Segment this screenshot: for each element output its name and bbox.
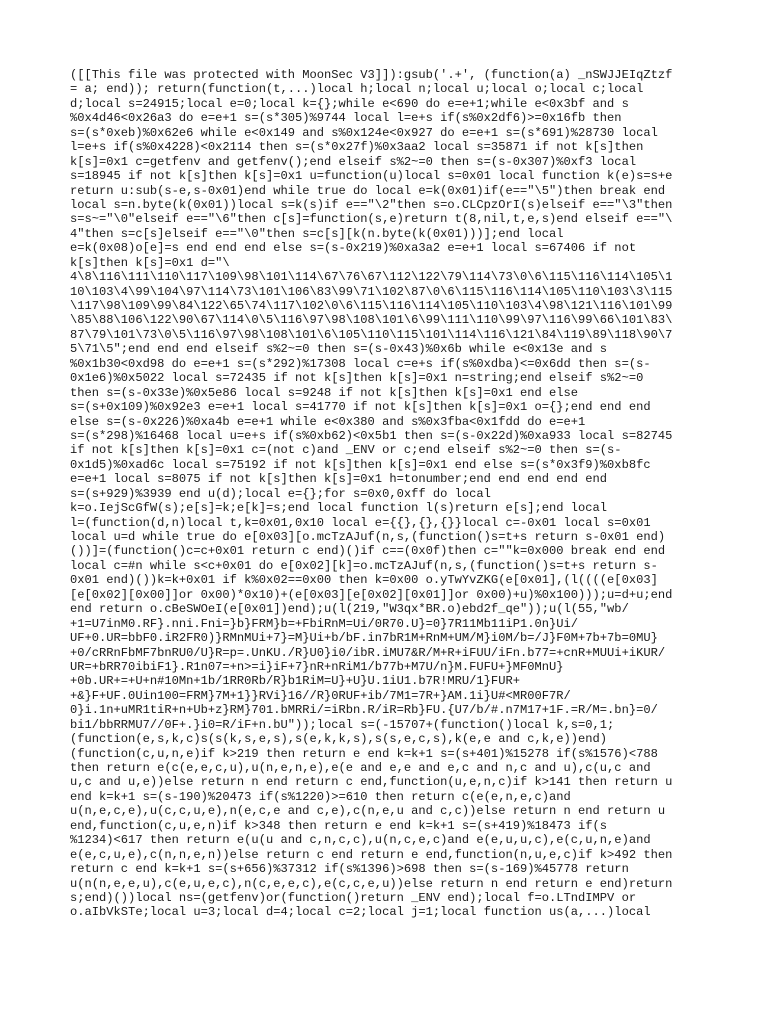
code-line: s=18945 if not k[s]then k[s]=0x1 u=function(u)local s=0x01 local function k(e)s=s+e bbox=[70, 169, 673, 184]
code-line: s=(s+0x109)%0x92e3 e=e+1 local s=41770 if not k[s]then k[s]=0x1 o={};end end end bbox=[70, 400, 651, 415]
code-line: +1=U7inM0.RF}.nni.Fni=}b}FRM}b=+FbiRnM=Ui/0R70.U}=0}7R11Mb11iP1.0n}Ui/ bbox=[70, 616, 579, 631]
code-line: k=o.IejScGfW(s);e[s]=k;e[k]=s;end local function l(s)return e[s];end local bbox=[70, 501, 608, 516]
code-line: 0x01 end)())k=k+0x01 if k%0x02==0x00 then k=0x00 o.yTwYvZKG(e[0x01],(l((((e[0x03] bbox=[70, 573, 658, 588]
code-line: s=(s+929)%3939 end u(d);local e={};for s=0x0,0xff do local bbox=[70, 486, 491, 501]
code-line: then return e(c(e,e,c,u),u(n,e,n,e),e(e and e,e and e,c and n,c and u),c(u,c and bbox=[70, 761, 651, 775]
code-line: l=(function(d,n)local t,k=0x01,0x10 local e={{},{},{}}local c=-0x01 local s=0x01 bbox=[70, 515, 651, 530]
code-line: k[s]then k[s]=0x1 d="\ bbox=[70, 255, 230, 270]
code-line: (function(c,u,n,e)if k>219 then return e end k=k+1 s=(s+401)%15278 if(s%1576)<788 bbox=[70, 746, 658, 761]
code-line: \117\98\109\99\84\122\65\74\117\102\0\6\115\116\114\105\110\103\4\98\121\116\101\99 bbox=[70, 299, 673, 313]
code-line: 0x1e6)%0x5022 local s=72435 if not k[s]then k[s]=0x1 n=string;end elseif s%2~=0 bbox=[70, 371, 644, 386]
code-line: o.aIbVkSTe;local u=3;local d=4;local c=2;local j=1;local function us(a,...)local bbox=[70, 905, 651, 920]
code-line: end return o.cBeSWOeI(e[0x01])end);u(l(219,"W3qx*BR.o)ebd2f_qe"));u(l(55,"wb/ bbox=[70, 602, 629, 617]
code-line: ())]=(function()c=c+0x01 return c end)()if c==(0x0f)then c=""k=0x000 break end end bbox=[70, 544, 666, 559]
code-line: 0}i.1n+uMR1tiR+n+Ub+z}RM}701.bMRRi/=iRbn.R/iR=Rb}FU.{U7/b/#.n7M17+1F.=R/M=.bn}=0/ bbox=[70, 703, 658, 718]
code-line: s;end)())local ns=(getfenv)or(function()return _ENV end);local f=o.LTndIMPV or bbox=[70, 890, 637, 905]
code-line: u,c and u,e))else return n end return c end,function(u,e,n,c)if k>141 then return u bbox=[70, 775, 673, 790]
code-line: end,function(c,u,e,n)if k>348 then return e end k=k+1 s=(s+419)%18473 if(s bbox=[70, 818, 608, 833]
code-line: s=(s*298)%16468 local u=e+s if(s%0xb62)<0x5b1 then s=(s-0x22d)%0xa933 local s=82745 bbox=[70, 428, 673, 443]
obfuscated-lua-code bbox=[70, 68, 698, 920]
code-line: 0x1d5)%0xad6c local s=75192 if not k[s]then k[s]=0x1 end else s=(s*0x3f9)%0xb8fc bbox=[70, 457, 651, 472]
code-line: \85\88\106\122\90\67\114\0\5\116\97\98\108\101\6\99\111\110\99\97\116\99\66\101\83\ bbox=[70, 313, 673, 328]
code-line: local c=#n while s<c+0x01 do e[0x02][k]=o.mcTzAJuf(n,s,(function()s=t+s return s- bbox=[70, 558, 658, 573]
code-line: UF+0.UR=bbF0.iR2FR0)}RMnMUi+7}=M}Ui+b/bF.in7bR1M+RnM+UM/M}i0M/b=/J}F0M+7b+7b=0MU} bbox=[70, 631, 658, 646]
code-line: if not k[s]then k[s]=0x1 c=(not c)and _ENV or c;end elseif s%2~=0 then s=(s- bbox=[70, 443, 622, 458]
code-line: 4"then s=c[s]elseif e=="\0"then s=c[s][k(n.byte(k(0x01)))];end local bbox=[70, 226, 564, 241]
code-line: u(n,e,c,e),u(c,c,u,e),n(e,c,e and c,e),c(n,e,u and c,c))else return n end return u bbox=[70, 804, 666, 819]
code-line: = a; end)); return(function(t,...)local h;local n;local u;local o;local c;local bbox=[70, 82, 644, 97]
code-line: 5\71\5";end end end elseif s%2~=0 then s=(s-0x43)%0x6b while e<0x13e and s bbox=[70, 342, 608, 357]
code-line: %1234)<617 then return e(u(u and c,n,c,c),u(n,c,e,c)and e(e,u,u,c),e(c,u,n,e)and bbox=[70, 833, 651, 848]
code-line: 4\8\116\111\110\117\109\98\101\114\67\76\67\112\122\79\114\73\0\6\115\116\114\105\1 bbox=[70, 270, 673, 285]
code-line: (function(e,s,k,c)s(s(k,s,e,s),s(e,k,k,s),s(s,e,c,s),k(e,e and c,k,e))end) bbox=[70, 732, 608, 747]
code-line: e=k(0x08)o[e]=s end end end else s=(s-0x219)%0xa3a2 e=e+1 local s=67406 if not bbox=[70, 241, 637, 256]
code-line: l=e+s if(s%0x4228)<0x2114 then s=(s*0x27f)%0x3aa2 local s=35871 if not k[s]then bbox=[70, 140, 644, 155]
code-line: s=(s*0xeb)%0x62e6 while e<0x149 and s%0x124e<0x927 do e=e+1 s=(s*691)%28730 local bbox=[70, 125, 658, 140]
code-line: s=s~="\0"elseif e=="\6"then c[s]=function(s,e)return t(8,nil,t,e,s)end elseif e=="\ bbox=[70, 212, 673, 227]
code-line: bi1/bbRRMU7//0F+.}i0=R/iF+n.bU"));local s=(-15707+(function()local k,s=0,1; bbox=[70, 717, 615, 732]
code-line: local s=n.byte(k(0x01))local s=k(s)if e=="\2"then s=o.CLCpzOrI(s)elseif e=="\3"then bbox=[70, 197, 673, 212]
code-line: ([[This file was protected with MoonSec V3]]):gsub('.+', (function(a) _nSWJJEIqZtzf bbox=[70, 68, 673, 82]
code-line: local u=d while true do e[0x03][o.mcTzAJuf(n,s,(function()s=t+s return s-0x01 end) bbox=[70, 530, 666, 544]
code-line: 10\103\4\99\104\97\114\73\101\106\83\99\71\102\87\0\6\115\116\114\105\110\103\3\115 bbox=[70, 284, 673, 299]
code-line: d;local s=24915;local e=0;local k={};while e<690 do e=e+1;while e<0x3bf and s bbox=[70, 96, 629, 111]
code-line: e(e,c,u,e),c(n,n,e,n))else return c end return e end,function(n,u,e,c)if k>492 then bbox=[70, 847, 673, 862]
code-line: end k=k+1 s=(s-190)%20473 if(s%1220)>=610 then return c(e(e,n,e,c)and bbox=[70, 789, 571, 804]
code-line: +0b.UR+=+U+n#10Mn+1b/1RR0Rb/R}b1RiM=U}+U}U.1iU1.b7R!MRU/1}FUR+ bbox=[70, 674, 520, 689]
code-line: e=e+1 local s=8075 if not k[s]then k[s]=0x1 h=tonumber;end end end end end bbox=[70, 472, 608, 487]
code-line: else s=(s-0x226)%0xa4b e=e+1 while e<0x380 and s%0x3fba<0x1fdd do e=e+1 bbox=[70, 414, 586, 429]
code-line: 87\79\101\73\0\5\116\97\98\108\101\6\105\110\115\101\114\116\121\84\119\89\118\90\7 bbox=[70, 327, 673, 342]
code-line: UR=+bRR70ibiF1}.R1n07=+n>=i}iF+7}nR+nRiM1/b77b+M7U/n}M.FUFU+}MF0MnU} bbox=[70, 659, 564, 674]
code-line: +&}F+UF.0Uin100=FRM}7M+1}}RVi}16//R}0RUF+ib/7M1=7R+}AM.1i}U#<MR00F7R/ bbox=[70, 688, 571, 703]
code-line: k[s]=0x1 c=getfenv and getfenv();end elseif s%2~=0 then s=(s-0x307)%0xf3 local bbox=[70, 154, 637, 169]
code-line: then s=(s-0x33e)%0x5e86 local s=9248 if not k[s]then k[s]=0x1 end else bbox=[70, 385, 579, 400]
code-line: return u:sub(s-e,s-0x01)end while true do local e=k(0x01)if(e=="\5")then break end bbox=[70, 183, 666, 198]
code-line: +0/cRRnFbMF7bnRU0/U}R=p=.UnKU./R}U0}i0/ibR.iMU7&R/M+R+iFUU/iFn.b77=+cnR+MUUi+iKUR/ bbox=[70, 645, 666, 660]
code-line: [e[0x02][0x00]]or 0x00)*0x10)+(e[0x03][e[0x02][0x01]]or 0x00)+u)%0x100)));u=d+u;end bbox=[70, 587, 673, 602]
code-line: u(n(n,e,e,u),c(e,u,e,c),n(c,e,e,c),e(c,c,e,u))else return n end return e end)return bbox=[70, 876, 673, 891]
code-line: %0x4d46<0x26a3 do e=e+1 s=(s*305)%9744 local l=e+s if(s%0x2df6)>=0x16fb then bbox=[70, 111, 622, 126]
code-line: return c end k=k+1 s=(s+656)%37312 if(s%1396)>698 then s=(s-169)%45778 return bbox=[70, 862, 629, 877]
code-line: %0x1b30<0xd98 do e=e+1 s=(s*292)%17308 local c=e+s if(s%0xdba)<=0x6dd then s=(s- bbox=[70, 356, 651, 371]
